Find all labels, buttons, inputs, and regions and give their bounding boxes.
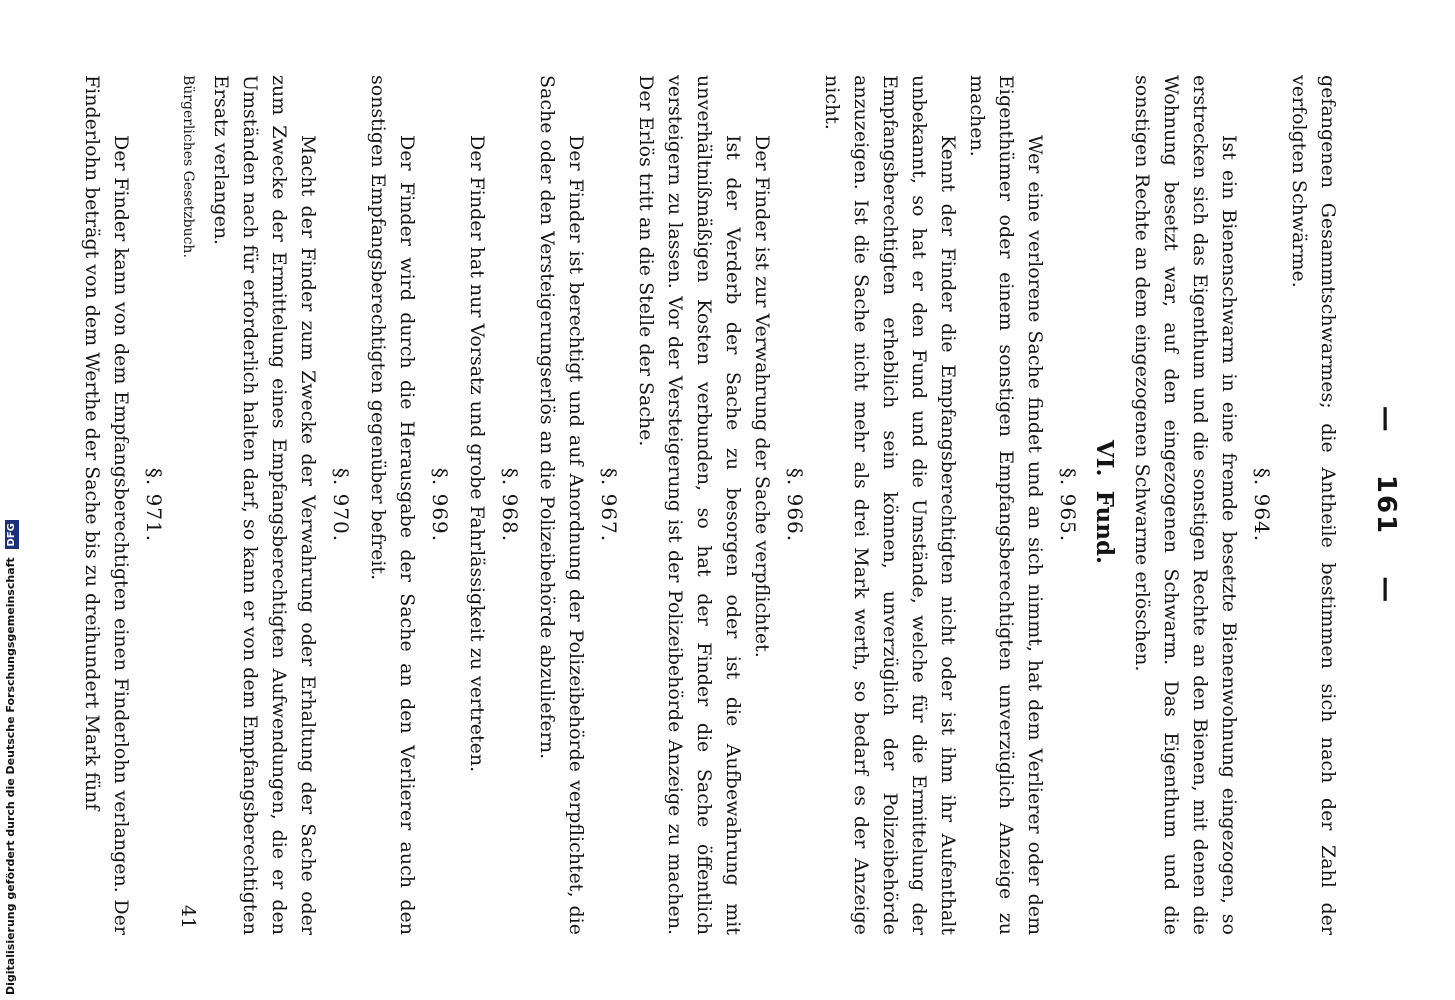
header-dash-left: — [1371, 405, 1401, 434]
section-heading-970: §. 970. [329, 467, 353, 543]
footer-sheet-number: 41 [177, 904, 199, 929]
paragraph-967: Der Finder ist berechtigt und auf Anordnung der Polizeibehörde verpflichtet, die Sache oder den Versteigerungserlös an die Polizeibehörde abzuliefern. [536, 75, 587, 935]
paragraph-969: Der Finder wird durch die Herausgabe der Sache an den Verlierer auch den sonstigen Empfangsberechtigten gegenüber befreit. [367, 75, 418, 935]
section-heading-969: §. 969. [428, 467, 452, 543]
continuation-paragraph: gefangenen Gesammtschwarmes; die Antheile bestimmen sich nach der Zahl der verfolgten Schwärme. [1288, 75, 1339, 935]
paragraph-965-1: Wer eine verlorene Sache findet und an sich nimmt, hat dem Verlierer oder dem Eigenthümer oder einem sonstigen Empfangsberechtigten unverzüglich Anzeige zu machen. [966, 75, 1046, 935]
digitization-credit [0, 0, 22, 1000]
section-heading-968: §. 968. [498, 467, 522, 543]
section-heading-967: §. 967. [597, 467, 621, 543]
section-heading-971: §. 971. [142, 467, 166, 543]
paragraph-971: Der Finder kann von dem Empfangsberechtigten einen Finderlohn verlangen. Der Finderlohn beträgt von dem Werthe der Sache bis zu dreihundert Mark fünf [81, 75, 132, 935]
page-footer [176, 75, 202, 935]
page-header [1360, 75, 1400, 935]
page-number: 161 [1371, 474, 1401, 536]
section-heading-964: §. 964. [1250, 467, 1274, 543]
section-heading-965: §. 965. [1056, 467, 1080, 543]
dfg-logo: DFG [5, 520, 19, 549]
section-heading-966: §. 966. [783, 467, 807, 543]
header-dash-right: — [1371, 576, 1401, 605]
paragraph-966-2: Ist der Verderb der Sache zu besorgen oder ist die Aufbewahrung mit unverhältnißmäßigen Kosten verbunden, so hat der Finder die Sache öffentlich versteigern zu lassen. Vor der Versteigerung ist der Polizeibehörde Anzeige zu machen. Der Erlös tritt an die Stelle der Sache. [635, 75, 744, 935]
paragraph-968: Der Finder hat nur Vorsatz und grobe Fahrlässigkeit zu vertreten. [466, 135, 488, 773]
chapter-word: Fund. [1091, 490, 1118, 565]
credit-text: Digitalisierung gefördert durch die Deutsche Forschungsgemeinschaft [4, 557, 17, 995]
credit-line [3, 523, 19, 995]
paragraph-965-2: Kennt der Finder die Empfangsberechtigten nicht oder ist ihm ihr Aufenthalt unbekannt, so hat er den Fund und die Umstände, welche für die Ermittelung der Empfangsberechtigten erheblich sein können, unverzüglich der Polizeibehörde anzuzeigen. Ist die Sache nicht mehr als drei Mark werth, so bedarf es der Anzeige nicht. [821, 75, 959, 935]
paragraph-966-1: Der Finder ist zur Verwahrung der Sache verpflichtet. [751, 135, 773, 658]
chapter-number: VI. [1091, 439, 1118, 477]
chapter-title [1090, 75, 1119, 935]
paragraph-964: Ist ein Bienenschwarm in eine fremde besetzte Bienenwohnung eingezogen, so erstrecken sich das Eigenthum und die sonstigen Rechte an den Bienen, mit denen die Wohnung besetzt war, auf den eingezogenen Schwarm. Das Eigenthum und die sonstigen Rechte an dem eingezogenen Schwarme erlöschen. [1131, 75, 1240, 935]
footer-book-title: Bürgerliches Gesetzbuch. [180, 75, 196, 258]
paragraph-970: Macht der Finder zum Zwecke der Verwahrung oder Erhaltung der Sache oder zum Zwecke der Ermittelung eines Empfangsberechtigten Aufwendungen, die er den Umständen nach für erforderlich halten darf, so kann er von dem Empfangsberechtigten Ersatz verlangen. [210, 75, 319, 935]
page-content [77, 75, 1410, 935]
